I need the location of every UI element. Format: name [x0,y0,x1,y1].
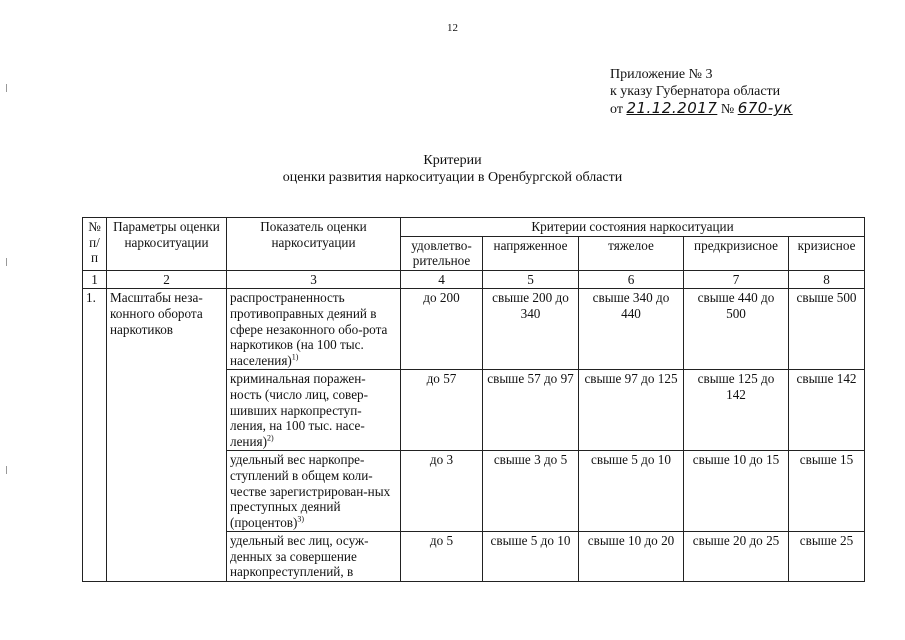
indicator-text: криминальная поражен-ность (число лиц, совер-шивших наркопреступ-ления, на 100 тыс. насе-ления) [230,371,369,449]
col-number: 3 [227,270,401,289]
value-cell: свыше 97 до 125 [579,370,684,451]
page-number: 12 [447,22,458,34]
value-cell: свыше 142 [789,370,865,451]
indicator-cell [227,532,401,582]
value-cell: свыше 15 [789,451,865,532]
row-num: 1. [83,289,107,582]
col-number: 5 [483,270,579,289]
criteria-table [82,217,865,582]
value-cell: свыше 125 до 142 [684,370,789,451]
handwritten-number: 670-ук [737,99,793,117]
col-number: 6 [579,270,684,289]
document-title [0,152,905,186]
footnote-mark: 1) [291,352,299,362]
value-cell: до 5 [401,532,483,582]
header-row [83,218,865,237]
value-cell: свыше 340 до 440 [579,289,684,370]
date-prefix: от [610,102,623,117]
row-param: Масштабы неза-конного оборота наркотиков [107,289,227,582]
margin-mark [6,258,7,266]
value-cell: свыше 5 до 10 [483,532,579,582]
value-cell: свыше 5 до 10 [579,451,684,532]
appendix-line-3 [610,100,793,118]
appendix-line-2: к указу Губернатора области [610,84,781,99]
indicator-cell [227,451,401,532]
title-line-2: оценки развития наркоситуации в Оренбургской области [282,170,623,185]
indicator-cell [227,370,401,451]
value-cell: свыше 440 до 500 [684,289,789,370]
number-prefix: № [720,102,735,117]
footnote-mark: 3) [297,514,305,524]
value-cell: свыше 10 до 20 [579,532,684,582]
indicator-text: удельный вес наркопре-ступлений в общем коли-честве зарегистрирован-ных преступных деяний (процентов) [230,452,391,530]
value-cell: до 3 [401,451,483,532]
header-level-2: напряженное [483,236,579,270]
value-cell: до 200 [401,289,483,370]
value-cell: до 57 [401,370,483,451]
header-level-4: предкризисное [684,236,789,270]
indicator-text: распространенность противоправных деяний в сфере незаконного обо-рота наркотиков (на 100 тыс. населения) [230,290,388,368]
header-indicator: Показатель оценки наркоситуации [227,218,401,271]
col-number: 1 [83,270,107,289]
col-number: 2 [107,270,227,289]
header-criteria: Критерии состояния наркоситуации [401,218,865,237]
margin-mark [6,84,7,92]
column-numbers-row [83,270,865,289]
value-cell: свыше 20 до 25 [684,532,789,582]
value-cell: свыше 500 [789,289,865,370]
value-cell: свыше 10 до 15 [684,451,789,532]
indicator-text: удельный вес лиц, осуж-денных за совершение наркопреступлений, в [230,533,369,580]
handwritten-date: 21.12.2017 [626,99,718,117]
col-number: 4 [401,270,483,289]
header-level-1: удовлетво-рительное [401,236,483,270]
col-number: 8 [789,270,865,289]
appendix-header [610,66,793,118]
header-params: Параметры оценки наркоситуации [107,218,227,271]
col-number: 7 [684,270,789,289]
value-cell: свыше 3 до 5 [483,451,579,532]
margin-mark [6,466,7,474]
indicator-cell [227,289,401,370]
table-row [83,289,865,370]
value-cell: свыше 200 до 340 [483,289,579,370]
header-level-5: кризисное [789,236,865,270]
footnote-mark: 2) [267,433,274,443]
header-level-3: тяжелое [579,236,684,270]
title-line-1: Критерии [423,153,482,168]
header-num: № п/п [83,218,107,271]
value-cell: свыше 25 [789,532,865,582]
value-cell: свыше 57 до 97 [483,370,579,451]
appendix-line-1: Приложение № 3 [610,67,713,82]
